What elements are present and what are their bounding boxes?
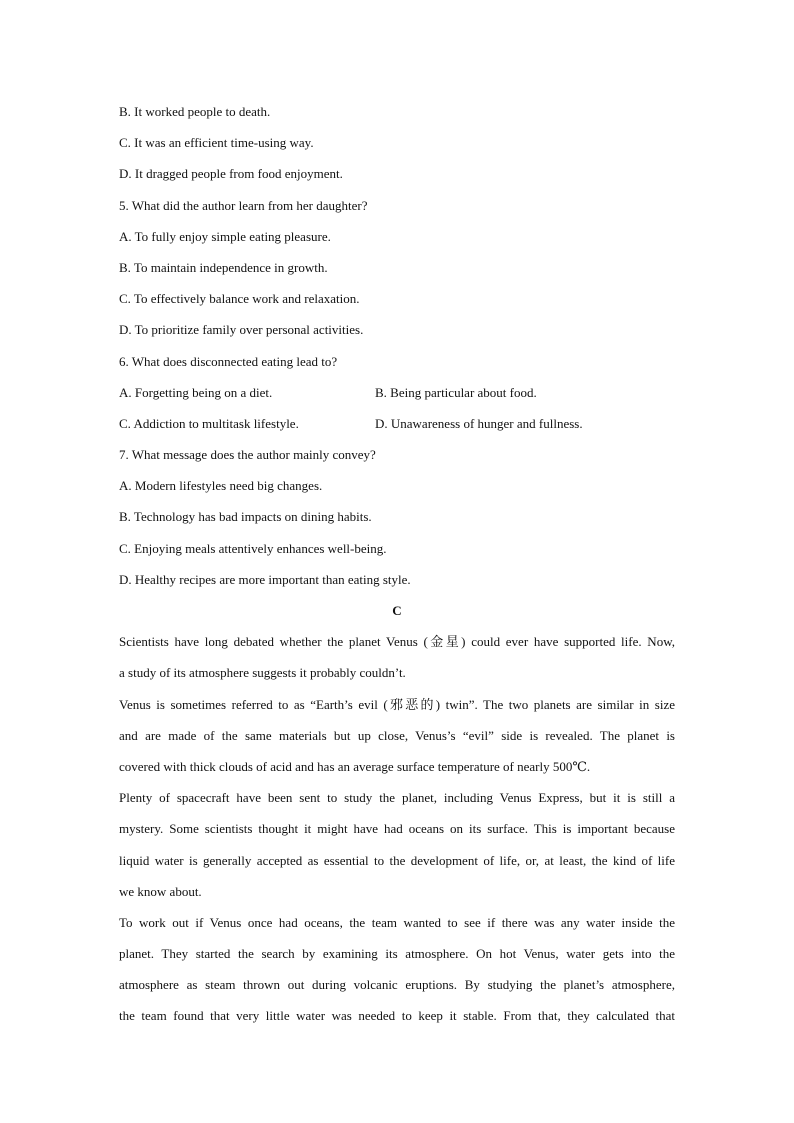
passage-paragraph-1 — [119, 626, 675, 688]
passage-line: To work out if Venus once had oceans, the team wanted to see if there was any water inside the — [119, 914, 675, 930]
passage-line: and are made of the same materials but up close, Venus’s “evil” side is revealed. The planet is — [119, 727, 675, 743]
q6-option-d: D. Unawareness of hunger and fullness. — [375, 415, 583, 431]
q4-option-d: D. It dragged people from food enjoyment. — [119, 166, 343, 182]
passage-paragraph-2 — [119, 689, 675, 783]
q7-option-b: B. Technology has bad impacts on dining habits. — [119, 509, 372, 525]
q7-option-d: D. Healthy recipes are more important than eating style. — [119, 571, 411, 587]
passage-line: a study of its atmosphere suggests it probably couldn’t. — [119, 665, 406, 681]
passage-line: covered with thick clouds of acid and has an average surface temperature of nearly 500℃. — [119, 758, 591, 774]
passage-line: liquid water is generally accepted as essential to the development of life, or, at least, the kind of life — [119, 852, 675, 868]
q5-option-b: B. To maintain independence in growth. — [119, 259, 328, 275]
passage-line: mystery. Some scientists thought it might have had oceans on its surface. This is important because — [119, 821, 675, 837]
passage-paragraph-4 — [119, 907, 675, 1032]
passage-line: the team found that very little water was needed to keep it stable. From that, they calculated that — [119, 1008, 675, 1024]
passage-paragraph-3 — [119, 782, 675, 907]
section-heading: C — [392, 603, 402, 618]
document-page — [119, 96, 675, 1032]
passage-line: Venus is sometimes referred to as “Earth’s evil (邪恶的) twin”. The two planets are similar in size — [119, 696, 675, 712]
passage-line: Plenty of spacecraft have been sent to study the planet, including Venus Express, but it is still a — [119, 790, 675, 806]
q7-question: 7. What message does the author mainly convey? — [119, 447, 376, 463]
passage-line: planet. They started the search by examining its atmosphere. On hot Venus, water gets into the — [119, 946, 675, 962]
q6-options-row-2 — [119, 408, 675, 439]
passage-line: Scientists have long debated whether the planet Venus (金星) could ever have supported life. Now, — [119, 634, 675, 650]
q5-option-a: A. To fully enjoy simple eating pleasure. — [119, 228, 331, 244]
q5-option-c: C. To effectively balance work and relaxation. — [119, 291, 360, 307]
q6-option-c: C. Addiction to multitask lifestyle. — [119, 415, 299, 431]
q7-option-a: A. Modern lifestyles need big changes. — [119, 478, 323, 494]
q5-option-d: D. To prioritize family over personal activities. — [119, 322, 364, 338]
q7-option-c: C. Enjoying meals attentively enhances well-being. — [119, 540, 387, 556]
q4-option-c: C. It was an efficient time-using way. — [119, 135, 314, 151]
q4-option-b: B. It worked people to death. — [119, 104, 271, 119]
q6-question: 6. What does disconnected eating lead to? — [119, 353, 338, 369]
q5-question: 5. What did the author learn from her daughter? — [119, 197, 368, 213]
q6-options-row-1 — [119, 377, 675, 408]
passage-line: we know about. — [119, 883, 202, 899]
passage-line: atmosphere as steam thrown out during volcanic eruptions. By studying the planet’s atmosphere, — [119, 977, 675, 993]
q6-option-a: A. Forgetting being on a diet. — [119, 384, 273, 400]
q6-option-b: B. Being particular about food. — [375, 384, 537, 400]
